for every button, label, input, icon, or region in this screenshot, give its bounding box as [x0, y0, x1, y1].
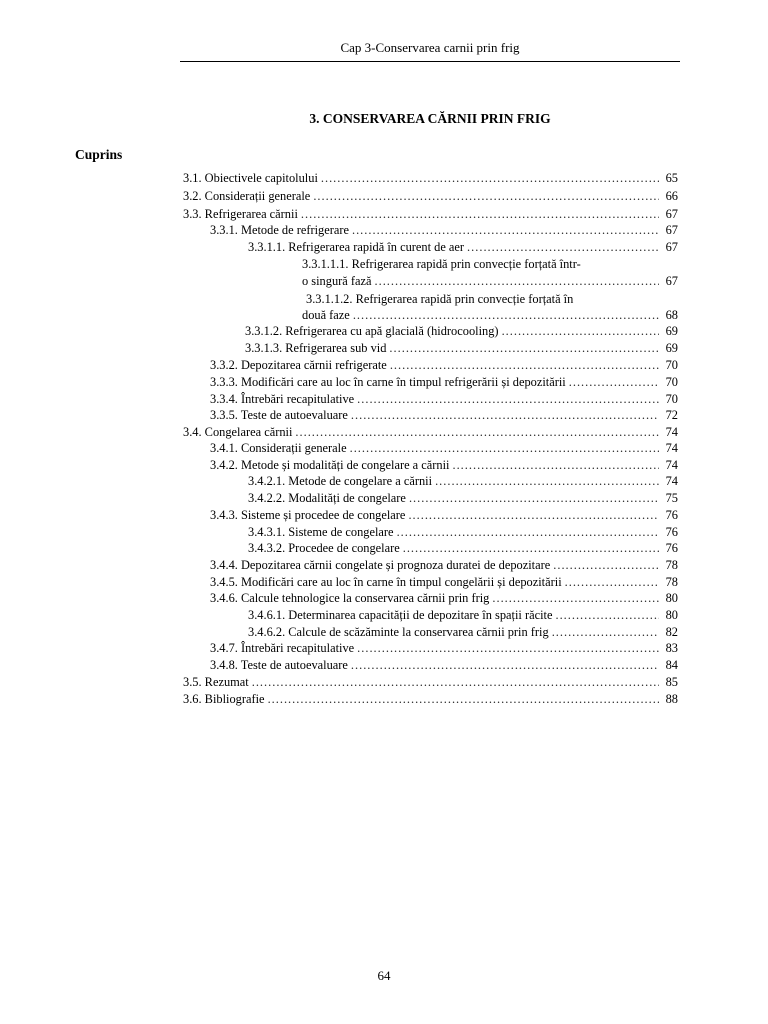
chapter-title: 3. CONSERVAREA CĂRNII PRIN FRIG — [309, 111, 551, 126]
toc-entry[interactable] — [210, 590, 678, 607]
toc-page-number: 83 — [665, 641, 678, 655]
toc-page-number: 67 — [665, 223, 678, 237]
toc-page-number: 80 — [665, 591, 678, 605]
toc-entry[interactable] — [210, 640, 678, 657]
toc-entry[interactable] — [210, 557, 678, 574]
toc-entry[interactable] — [210, 657, 678, 674]
toc-entry[interactable] — [210, 507, 678, 524]
toc-page-number: 69 — [665, 341, 678, 355]
toc-entry-first-line[interactable]: 3.3.1.1.2. Refrigerarea rapidă prin convecție forțată în — [306, 292, 574, 306]
toc-dot-leader — [351, 657, 659, 674]
toc-page-number: 74 — [665, 425, 678, 439]
toc-page-number: 70 — [665, 375, 678, 389]
toc-entry[interactable] — [248, 607, 678, 624]
toc-page-number: 76 — [665, 508, 678, 522]
toc-dot-leader — [252, 674, 659, 691]
toc-entry[interactable] — [210, 457, 678, 474]
toc-entry-text: 3.3.1.2. Refrigerarea cu apă glacială (hidrocooling) — [245, 324, 499, 338]
toc-dot-leader — [352, 222, 659, 239]
toc-entry-text: 3.4.3.2. Procedee de congelare — [248, 541, 400, 555]
toc-dot-leader — [313, 188, 659, 205]
toc-dot-leader — [350, 440, 659, 457]
toc-dot-leader — [321, 170, 659, 187]
toc-entry-text: 3.4.5. Modificări care au loc în carne în timpul congelării și depozitării — [210, 575, 562, 589]
toc-page-number: 67 — [665, 240, 678, 254]
toc-page-number: 70 — [665, 358, 678, 372]
toc-page-number: 74 — [665, 458, 678, 472]
toc-dot-leader — [552, 624, 659, 641]
toc-dot-leader — [492, 590, 659, 607]
toc-dot-leader — [295, 424, 659, 441]
toc-entry-text: 3.5. Rezumat — [183, 675, 249, 689]
toc-page-number: 82 — [665, 625, 678, 639]
toc-entry[interactable] — [248, 624, 678, 641]
toc-entry-text: 3.4.2.2. Modalități de congelare — [248, 491, 406, 505]
toc-page-number: 85 — [665, 675, 678, 689]
toc-entry-text: 3.4.1. Considerații generale — [210, 441, 347, 455]
toc-entry-text: 3.4.2.1. Metode de congelare a cărnii — [248, 474, 433, 488]
toc-dot-leader — [375, 273, 660, 290]
toc-entry[interactable] — [248, 540, 678, 557]
toc-entry-text: 3.4.4. Depozitarea cărnii congelate și prognoza duratei de depozitare — [210, 558, 551, 572]
toc-page-number: 74 — [665, 441, 678, 455]
toc-entry-text: 3.1. Obiectivele capitolului — [183, 171, 318, 185]
contents-heading: Cuprins — [75, 147, 123, 162]
toc-entry-text: 3.3.4. Întrebări recapitulative — [210, 392, 355, 406]
toc-dot-leader — [351, 407, 659, 424]
toc-entry-continuation: o singură fază — [302, 274, 372, 288]
toc-page-number: 69 — [665, 324, 678, 338]
toc-entry-text: 3.4.2. Metode și modalități de congelare a cărnii — [210, 458, 450, 472]
toc-entry-text: 3.4.8. Teste de autoevaluare — [210, 658, 348, 672]
toc-entry-text: 3.3.2. Depozitarea cărnii refrigerate — [210, 358, 387, 372]
toc-entry-text: 3.3.1.1. Refrigerarea rapidă în curent de aer — [248, 240, 465, 254]
toc-entry[interactable] — [183, 206, 678, 223]
toc-entry-first-line[interactable]: 3.3.1.1.1. Refrigerarea rapidă prin convecție forțată într- — [302, 257, 581, 271]
toc-page-number: 72 — [665, 408, 678, 422]
toc-dot-leader — [268, 691, 659, 708]
toc-entry-text: 3.4. Congelarea cărnii — [183, 425, 293, 439]
toc-entry[interactable] — [210, 374, 678, 391]
toc-page-number: 76 — [665, 541, 678, 555]
toc-entry-text: 3.3.1.3. Refrigerarea sub vid — [245, 341, 387, 355]
toc-dot-leader — [301, 206, 659, 223]
toc-entry-text: 3.4.6.2. Calcule de scăzăminte la conservarea cărnii prin frig — [248, 625, 549, 639]
toc-page-number: 67 — [665, 274, 678, 288]
toc-dot-leader — [357, 640, 659, 657]
toc-entry-continuation: două faze — [302, 308, 350, 322]
toc-dot-leader — [357, 391, 659, 408]
toc-page-number: 80 — [665, 608, 678, 622]
toc-page-number: 88 — [665, 692, 678, 706]
toc-dot-leader — [452, 457, 659, 474]
toc-entry[interactable] — [183, 188, 678, 205]
toc-entry[interactable] — [210, 574, 678, 591]
toc-entry-text: 3.3. Refrigerarea cărnii — [183, 207, 298, 221]
toc-entry[interactable] — [302, 273, 678, 290]
running-header: Cap 3-Conservarea carnii prin frig — [340, 40, 520, 55]
toc-dot-leader — [353, 307, 659, 324]
toc-entry-text: 3.4.7. Întrebări recapitulative — [210, 641, 355, 655]
toc-entry[interactable] — [183, 674, 678, 691]
toc-dot-leader — [565, 574, 659, 591]
toc-dot-leader — [390, 357, 659, 374]
toc-dot-leader — [389, 340, 659, 357]
toc-entry[interactable] — [210, 407, 678, 424]
toc-entry-text: 3.4.6. Calcule tehnologice la conservarea cărnii prin frig — [210, 591, 490, 605]
toc-page-number: 74 — [665, 474, 678, 488]
toc-entry[interactable] — [245, 323, 678, 340]
toc-entry-text: 3.6. Bibliografie — [183, 692, 265, 706]
toc-dot-leader — [553, 557, 659, 574]
toc-entry[interactable] — [248, 524, 678, 541]
toc-entry[interactable] — [302, 307, 678, 324]
toc-page-number: 78 — [665, 558, 678, 572]
toc-entry[interactable] — [183, 170, 678, 187]
toc-entry[interactable] — [183, 691, 678, 708]
toc-dot-leader — [467, 239, 659, 256]
toc-dot-leader — [502, 323, 659, 340]
toc-entry[interactable] — [245, 340, 678, 357]
toc-entry[interactable] — [210, 357, 678, 374]
toc-entry-text: 3.3.5. Teste de autoevaluare — [210, 408, 348, 422]
header-rule — [180, 61, 680, 62]
toc-page-number: 67 — [665, 207, 678, 221]
toc-page-number: 70 — [665, 392, 678, 406]
toc-entry[interactable] — [210, 391, 678, 408]
toc-entry-text: 3.4.3. Sisteme și procedee de congelare — [210, 508, 406, 522]
toc-dot-leader — [555, 607, 659, 624]
toc-entry-text: 3.2. Considerații generale — [183, 189, 311, 203]
toc-dot-leader — [403, 540, 659, 557]
toc-dot-leader — [409, 490, 659, 507]
toc-page-number: 76 — [665, 525, 678, 539]
toc-dot-leader — [569, 374, 659, 391]
toc-dot-leader — [435, 473, 659, 490]
toc-page-number: 65 — [665, 171, 678, 185]
toc-dot-leader — [408, 507, 659, 524]
toc-dot-leader — [397, 524, 659, 541]
toc-page-number: 68 — [665, 308, 678, 322]
toc-page-number: 78 — [665, 575, 678, 589]
toc-entry[interactable] — [210, 222, 678, 239]
toc-entry[interactable] — [210, 440, 678, 457]
toc-entry[interactable] — [248, 490, 678, 507]
toc-entry[interactable] — [183, 424, 678, 441]
toc-entry[interactable] — [248, 473, 678, 490]
page-number: 64 — [377, 968, 391, 983]
toc-entry[interactable] — [248, 239, 678, 256]
toc-entry-text: 3.4.3.1. Sisteme de congelare — [248, 525, 394, 539]
toc-page-number: 84 — [665, 658, 678, 672]
toc-entry-text: 3.4.6.1. Determinarea capacității de depozitare în spații răcite — [248, 608, 553, 622]
toc-entry-text: 3.3.3. Modificări care au loc în carne în timpul refrigerării și depozitării — [210, 375, 566, 389]
toc-page-number: 75 — [665, 491, 678, 505]
toc-entry-text: 3.3.1. Metode de refrigerare — [210, 223, 349, 237]
toc-page-number: 66 — [665, 189, 678, 203]
